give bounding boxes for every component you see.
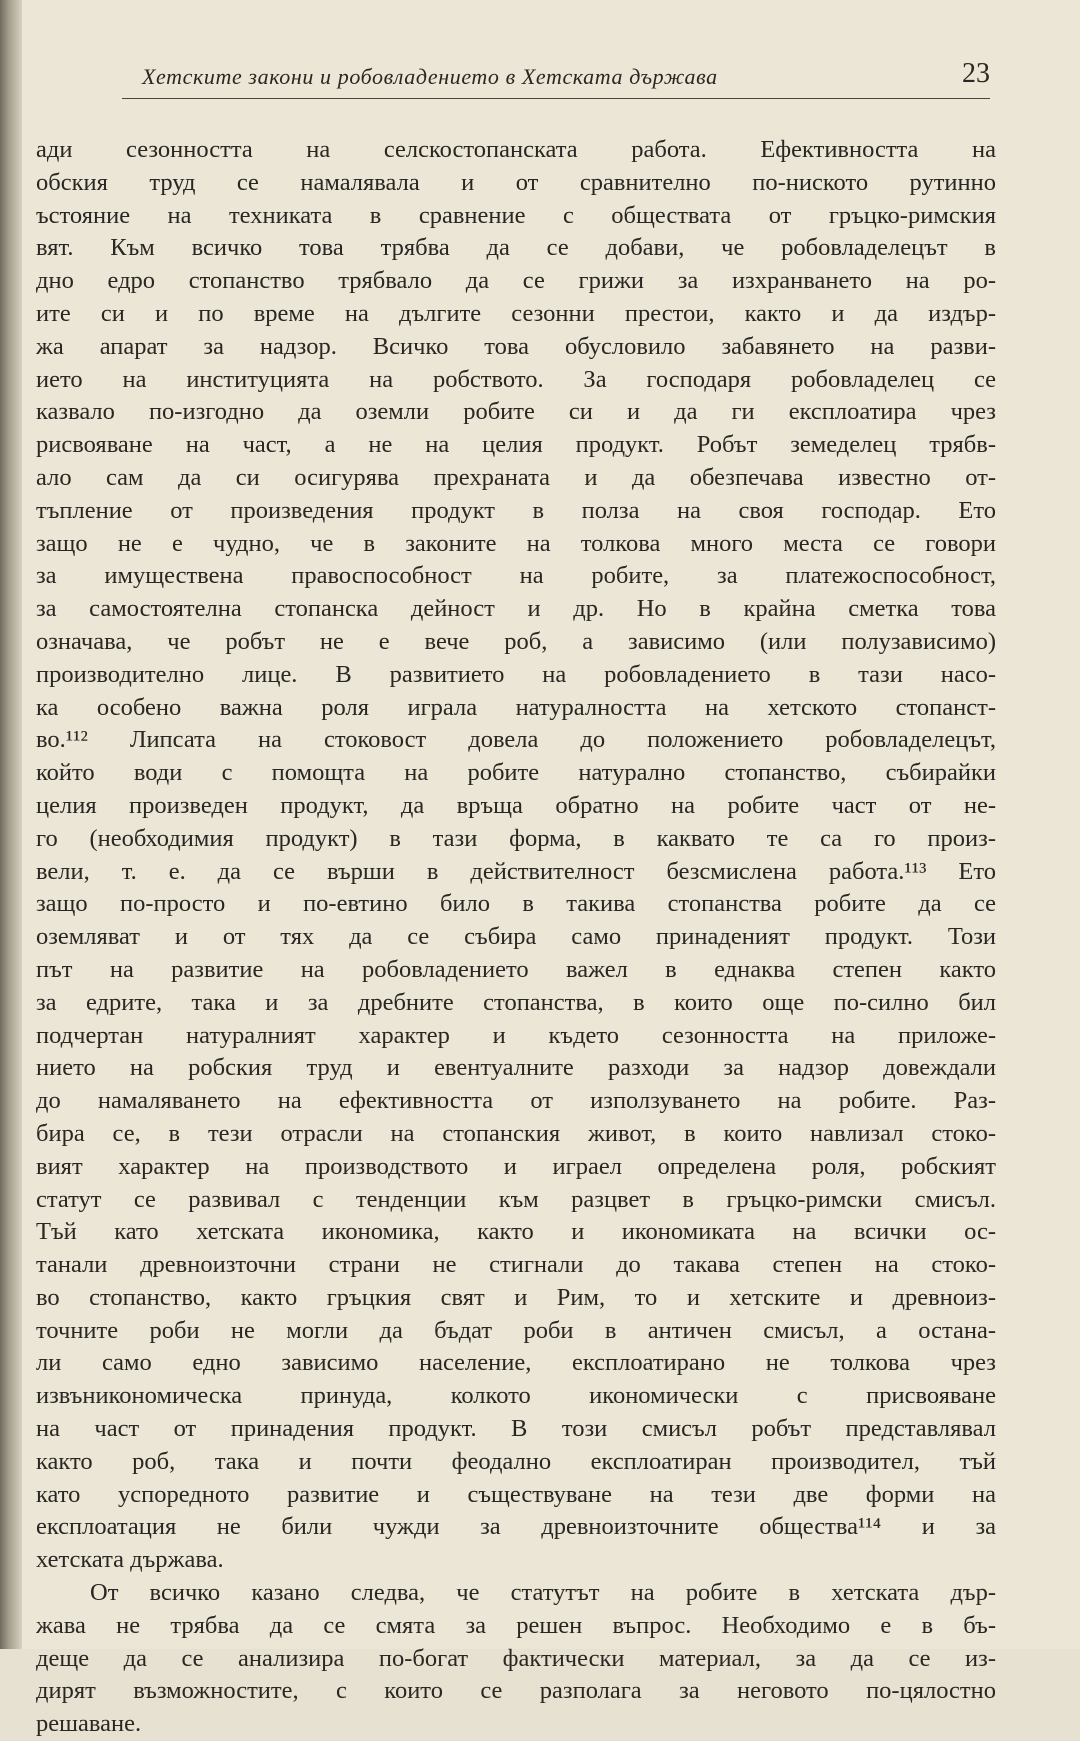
text-line: ади сезонността на селскостопанската работа. Ефективността на bbox=[36, 136, 996, 163]
book-spine-shadow bbox=[0, 0, 22, 1649]
text-line: вият характер на производството и играел определена роля, робският bbox=[36, 1152, 996, 1180]
text-line: танали древноизточни страни не стигнали до такава степен на стоко- bbox=[36, 1251, 996, 1279]
text-line: както роб, така и почти феодално експлоатиран производител, тъй bbox=[36, 1447, 996, 1475]
text-line: нието на робския труд и евентуалните разходи за надзор довеждали bbox=[36, 1054, 996, 1082]
text-line: во стопанство, както гръцкия свят и Рим, то и хетските и древноиз- bbox=[36, 1283, 996, 1311]
text-line: статут се развивал с тенденции към разцвет в гръцко-римски смисъл. bbox=[36, 1185, 996, 1213]
text-line: хетската държава. bbox=[36, 1546, 224, 1574]
text-line: Тъй като хетската икономика, както и икономиката на всички ос- bbox=[36, 1218, 996, 1246]
text-line: точните роби не могли да бъдат роби в античен смисъл, а остана- bbox=[36, 1316, 996, 1344]
text-line: ало сам да си осигурява прехраната и да обезпечава известно от- bbox=[36, 463, 996, 491]
text-line: вят. Към всичко това трябва да се добави, че робовладелецът в bbox=[36, 234, 996, 262]
text-line: означава, че робът не е вече роб, а зависимо (или полузависимо) bbox=[36, 627, 996, 655]
text-line: решаване. bbox=[36, 1710, 142, 1738]
text-line: извъникономическа принуда, колкото икономически с присвояване bbox=[36, 1382, 996, 1410]
text-line: ъстояние на техниката в сравнение с обществата от гръцко-римския bbox=[36, 201, 996, 229]
text-line: за едрите, така и за дребните стопанства, в които още по-силно бил bbox=[36, 988, 996, 1016]
text-line: на част от принадения продукт. В този смисъл робът представлявал bbox=[36, 1415, 996, 1443]
text-line: дирят възможностите, с които се разполага за неговото по-цялостно bbox=[36, 1677, 996, 1705]
text-line: деще да се анализира по-богат фактически материал, за да се из- bbox=[36, 1644, 996, 1672]
text-line: подчертан натуралният характер и където сезонността на приложе- bbox=[36, 1021, 996, 1049]
text-line: ка особено важна роля играла натуралността на хетското стопанст- bbox=[36, 693, 996, 721]
text-line: обския труд се намалявала и от сравнително по-ниското рутинно bbox=[36, 168, 996, 196]
text-line: оземляват и от тях да се събира само принаденият продукт. Този bbox=[36, 923, 996, 951]
text-line: бира се, в тези отрасли на стопанския живот, в които навлизал стоко- bbox=[36, 1119, 996, 1147]
text-line: целия произведен продукт, да връща обратно на робите част от не- bbox=[36, 791, 996, 819]
running-title: Хетските закони и робовладението в Хетската държава bbox=[142, 64, 718, 89]
text-line: който води с помощта на робите натурално стопанство, събирайки bbox=[36, 759, 996, 787]
book-page bbox=[22, 0, 1080, 1738]
text-line: казвало по-изгодно да оземли робите си и да ги експлоатира чрез bbox=[36, 398, 996, 426]
text-line: път на развитие на робовладението важел в еднаква степен както bbox=[36, 955, 996, 983]
text-line: во.¹¹² Липсата на стоковост довела до положението робовладелецът, bbox=[36, 726, 996, 754]
text-line: жава не трябва да се смята за решен въпрос. Необходимо е в бъ- bbox=[36, 1611, 996, 1639]
text-line: ли само едно зависимо население, експлоатирано не толкова чрез bbox=[36, 1349, 996, 1377]
text-line: за самостоятелна стопанска дейност и др. Но в крайна сметка това bbox=[36, 595, 996, 623]
text-line: дно едро стопанство трябвало да се грижи за изхранването на ро- bbox=[36, 267, 996, 295]
text-line: до намаляването на ефективността от използуването на робите. Раз- bbox=[36, 1087, 996, 1115]
page-number: 23 bbox=[962, 58, 990, 89]
text-line: защо по-просто и по-евтино било в такива стопанства робите да се bbox=[36, 890, 996, 918]
text-line: експлоатация не били чужди за древноизточните общества¹¹⁴ и за bbox=[36, 1513, 996, 1541]
text-line: го (необходимия продукт) в тази форма, в каквато те са го произ- bbox=[36, 824, 996, 852]
text-line: тъпление от произведения продукт в полза на своя господар. Ето bbox=[36, 496, 996, 524]
text-line: ието на институцията на робството. За господаря робовладелец се bbox=[36, 365, 996, 393]
text-line: защо не е чудно, че в законите на толкова много места се говори bbox=[36, 529, 996, 557]
body-text bbox=[36, 134, 996, 1741]
text-line: жа апарат за надзор. Всичко това обусловило забавянето на разви- bbox=[36, 332, 996, 360]
text-line: за имуществена правоспособност на робите, за платежоспособност, bbox=[36, 562, 996, 590]
header-rule bbox=[122, 98, 990, 99]
text-line: ите си и по време на дългите сезонни престои, както и да издър- bbox=[36, 299, 996, 327]
text-line: От всичко казано следва, че статутът на робите в хетската дър- bbox=[90, 1579, 996, 1607]
text-line: вели, т. е. да се върши в действителност безсмислена работа.¹¹³ Ето bbox=[36, 857, 996, 885]
text-line: рисвояване на част, а не на целия продукт. Робът земеделец трябв- bbox=[36, 431, 996, 459]
text-line: производително лице. В развитието на робовладението в тази насо- bbox=[36, 660, 996, 688]
text-line: като успоредното развитие и съществуване на тези две форми на bbox=[36, 1480, 996, 1508]
page-header bbox=[122, 58, 990, 98]
